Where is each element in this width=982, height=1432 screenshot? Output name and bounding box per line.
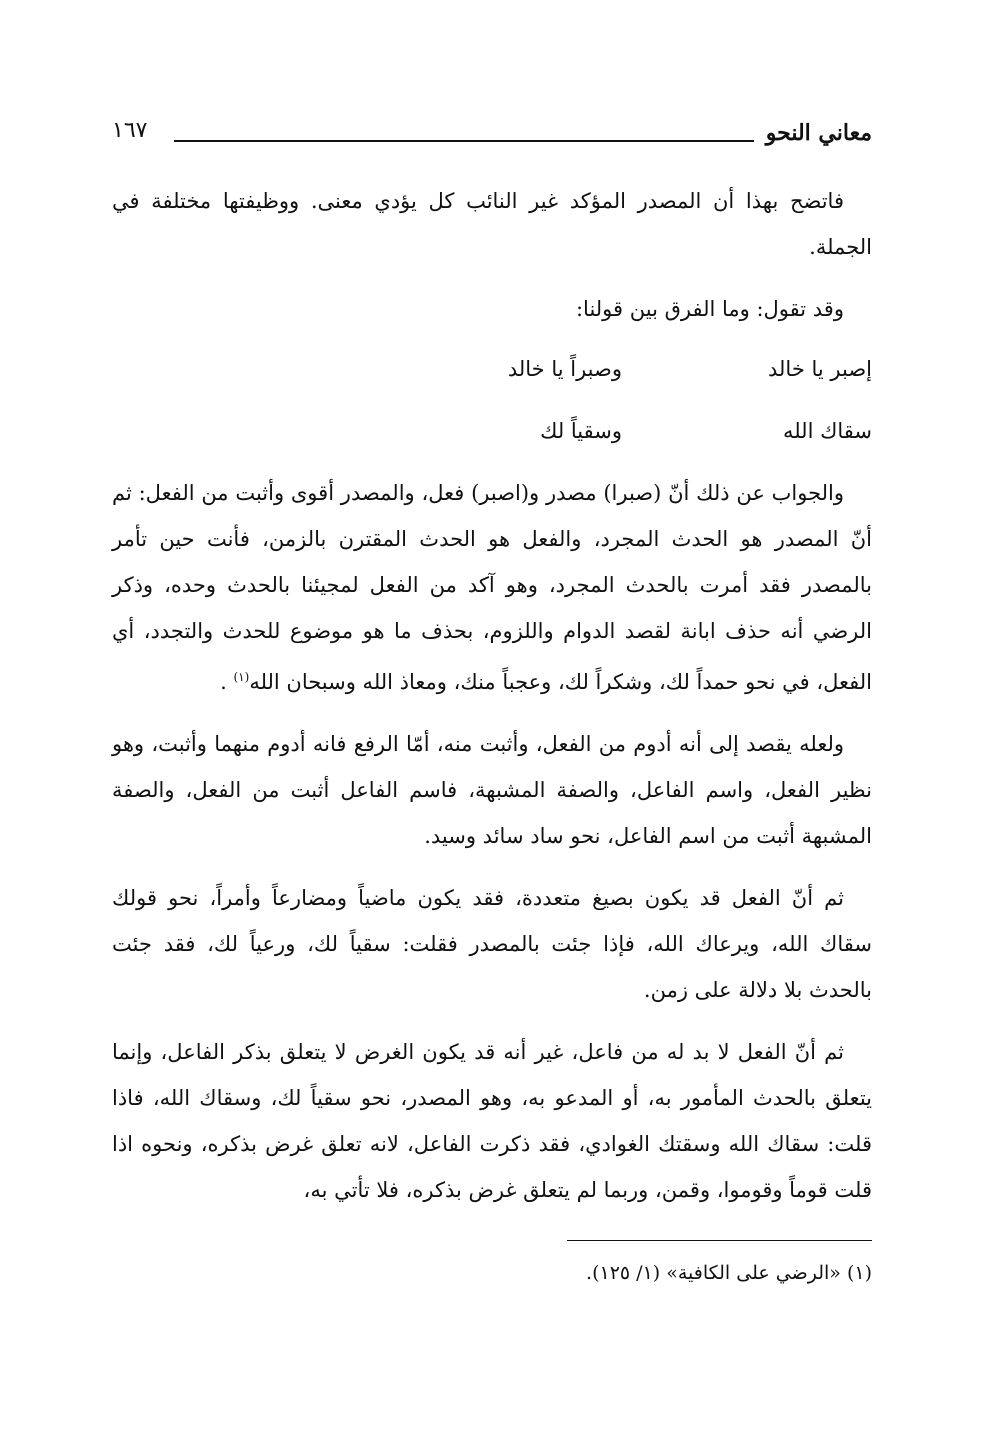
paragraph-3-text: والجواب عن ذلك أنّ (صبرا) مصدر و(اصبر) فعل، والمصدر أقوى وأثبت من الفعل: ثم أنّ المصدر هو الحدث المجرد، والفعل هو الحدث المقترن بالزمن، فأنت حين تأمر بالمصدر فقد أمرت بالحدث المجرد، وهو آكد من الفعل لمجيئنا بالحدث وحده، وذكر الرضي أنه حذف ابانة لقصد الدوام واللزوم، بحذف ما هو موضوع للحدث والتجدد، أي الفعل، في نحو حمداً لك، وشكراً لك، وعجباً منك، ومعاذ الله وسبحان الله (112, 481, 872, 694)
footnote-rule (567, 1240, 872, 1241)
paragraph-6: ثم أنّ الفعل لا بد له من فاعل، غير أنه قد يكون الغرض لا يتعلق بذكر الفاعل، وإنما يتعلق بالحدث المأمور به، أو المدعو به، وهو المصدر، نحو سقياً لك، وسقاك الله، فاذا قلت: سقاك الله وسقتك الغوادي، فقد ذكرت الفاعل، لانه تعلق غرض بذكره، ونحوه اذا قلت قوماً وقوموا، وقمن، وربما لم يتعلق غرض بذكره، فلا تأتي به، (112, 1040, 872, 1202)
example-row-1 (112, 346, 872, 408)
paragraph-3-end: . (220, 670, 234, 694)
header-rule (174, 140, 754, 142)
page-header (112, 118, 872, 158)
main-text (112, 178, 872, 1213)
page-number: ١٦٧ (112, 118, 148, 143)
example-2-left: وسقياً لك (540, 419, 622, 443)
example-1-left: وصبراً يا خالد (507, 357, 622, 381)
paragraph-1: فاتضح بهذا أن المصدر المؤكد غير النائب كل يؤدي معنى. ووظيفتها مختلفة في الجملة. (112, 189, 872, 259)
footnote-ref[interactable]: (١) (233, 670, 250, 684)
paragraph-2: وقد تقول: وما الفرق بين قولنا: (575, 297, 844, 321)
example-row-2 (112, 408, 872, 470)
paragraph-4: ولعله يقصد إلى أنه أدوم من الفعل، وأثبت منه، أمّا الرفع فانه أدوم منهما وأثبت، وهو نظير الفعل، واسم الفاعل، والصفة المشبهة، فاسم الفاعل أثبت من الفعل، والصفة المشبهة أثبت من اسم الفاعل، نحو ساد سائد وسيد. (112, 732, 872, 848)
example-2-right: سقاك الله (782, 419, 872, 443)
footnote: (١) «الرضي على الكافية» (١/ ١٢٥). (586, 1262, 872, 1284)
running-title: معاني النحو (765, 120, 872, 146)
paragraph-3 (112, 470, 872, 705)
paragraph-5: ثم أنّ الفعل قد يكون بصيغ متعددة، فقد يكون ماضياً ومضارعاً وأمراً، نحو قولك سقاك الله، ويرعاك الله، فإذا جئت بالمصدر فقلت: سقياً لك، ورعياً لك، فقد جئت بالحدث بلا دلالة على زمن. (112, 886, 872, 1002)
example-1-right: إصبر يا خالد (768, 357, 872, 381)
